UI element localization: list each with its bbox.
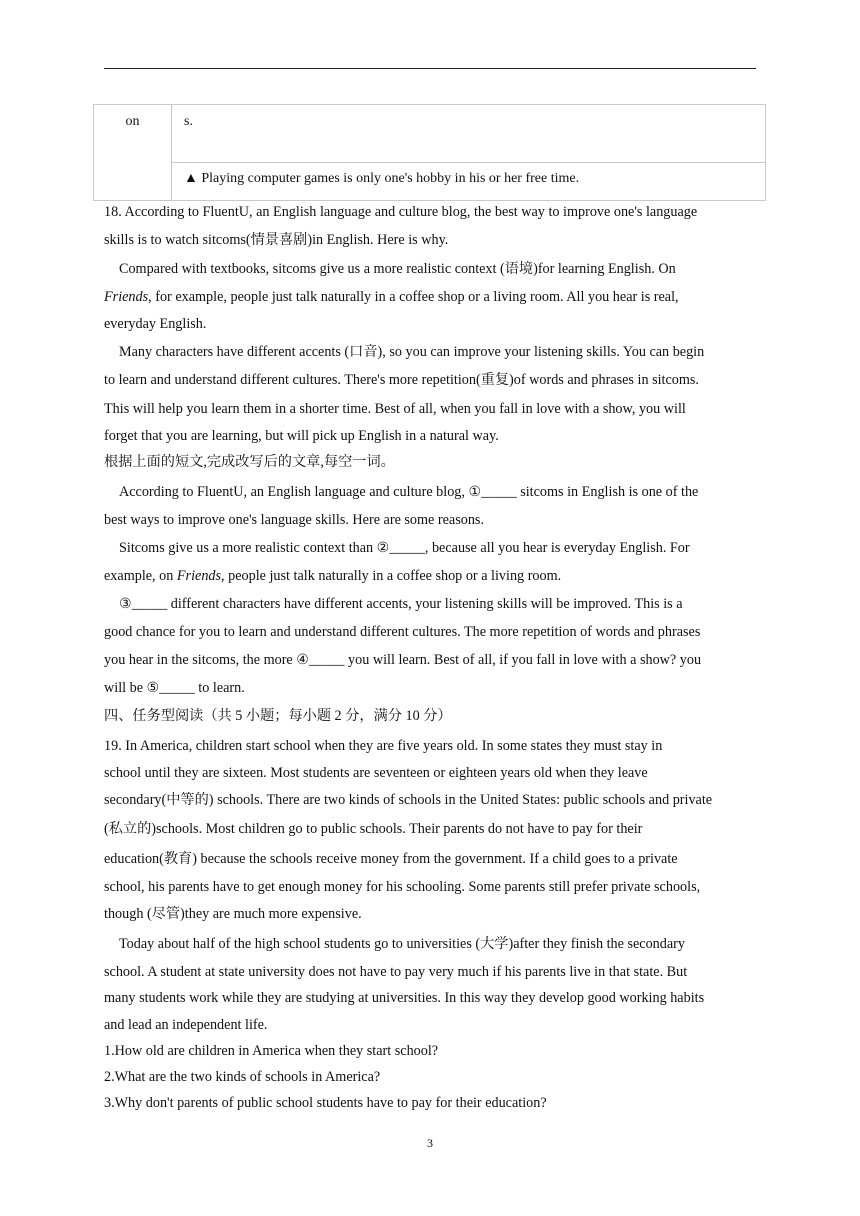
answer-table: [93, 104, 766, 201]
q18-line-11: According to FluentU, an English language and culture blog, ①_____ sitcoms in English is one of the: [119, 484, 699, 500]
show-title: Friends: [104, 289, 149, 305]
q18-line-16: good chance for you to learn and understand different cultures. The more repetition of words and phrases: [104, 624, 701, 640]
table-cell-row2: ▲ Playing computer games is only one's hobby in his or her free time.: [172, 163, 766, 201]
q18-line-1: 18. According to FluentU, an English language and culture blog, the best way to improve one's language: [104, 204, 698, 220]
q18-line-14: [104, 567, 561, 585]
q18-line-4-rest: , for example, people just talk naturally in a coffee shop or a living room. All you hear is real,: [148, 289, 679, 305]
q18-line-6: Many characters have different accents (口音), so you can improve your listening skills. You can begin: [119, 344, 705, 360]
q19-question-3: 3.Why don't parents of public school students have to pay for their education?: [104, 1095, 547, 1111]
q18-line-15: ③_____ different characters have different accents, your listening skills will be improved. This is a: [119, 596, 683, 612]
q19-line-10: many students work while they are studying at universities. In this way they develop good working habits: [104, 990, 705, 1006]
q18-line-18: will be ⑤_____ to learn.: [104, 680, 245, 696]
q19-line-4: (私立的)schools. Most children go to public schools. Their parents do not have to pay for their: [104, 821, 643, 837]
page-number: 3: [427, 1136, 433, 1150]
q18-line-14-pre: example, on: [104, 568, 177, 584]
q19-line-2: school until they are sixteen. Most students are seventeen or eighteen years old when they leave: [104, 765, 648, 781]
header-rule: [104, 68, 756, 69]
q18-line-13: Sitcoms give us a more realistic context than ②_____, because all you hear is everyday English. For: [119, 540, 690, 556]
q19-line-6: school, his parents have to get enough money for his schooling. Some parents still prefer private schools,: [104, 879, 701, 895]
q18-line-9: forget that you are learning, but will pick up English in a natural way.: [104, 428, 499, 444]
section-heading: 四、任务型阅读（共 5 小题；每小题 2 分，满分 10 分）: [104, 708, 452, 724]
q18-line-4: [104, 288, 679, 306]
q18-line-8: This will help you learn them in a shorter time. Best of all, when you fall in love with a show, you will: [104, 401, 686, 417]
q19-question-2: 2.What are the two kinds of schools in America?: [104, 1069, 381, 1085]
q19-line-9: school. A student at state university does not have to pay very much if his parents live in that state. But: [104, 964, 688, 980]
q19-question-1: 1.How old are children in America when they start school?: [104, 1043, 439, 1059]
q18-instruction: 根据上面的短文,完成改写后的文章,每空一词。: [104, 454, 395, 470]
q18-line-17: you hear in the sitcoms, the more ④_____ you will learn. Best of all, if you fall in love with a show? you: [104, 652, 702, 668]
q19-line-3: secondary(中等的) schools. There are two kinds of schools in the United States: public schools and private: [104, 792, 713, 808]
table-cell-row1: s.: [172, 105, 766, 163]
q19-line-5: education(教育) because the schools receive money from the government. If a child goes to a private: [104, 851, 678, 867]
q18-line-12: best ways to improve one's language skills. Here are some reasons.: [104, 512, 485, 528]
q18-line-2: skills is to watch sitcoms(情景喜剧)in English. Here is why.: [104, 232, 449, 248]
q18-line-14-rest: , people just talk naturally in a coffee shop or a living room.: [221, 568, 562, 584]
q18-line-7: to learn and understand different cultures. There's more repetition(重复)of words and phrases in sitcoms.: [104, 372, 699, 388]
table-cell-left: on: [94, 105, 172, 201]
q18-line-5: everyday English.: [104, 316, 207, 332]
show-title-2: Friends: [176, 568, 222, 584]
q19-line-1: 19. In America, children start school when they are five years old. In some states they must stay in: [104, 738, 663, 754]
q19-line-8: Today about half of the high school students go to universities (大学)after they finish the secondary: [119, 936, 685, 952]
q18-line-3: Compared with textbooks, sitcoms give us a more realistic context (语境)for learning English. On: [119, 261, 676, 277]
q19-line-11: and lead an independent life.: [104, 1017, 268, 1033]
q19-line-7: though (尽管)they are much more expensive.: [104, 906, 362, 922]
